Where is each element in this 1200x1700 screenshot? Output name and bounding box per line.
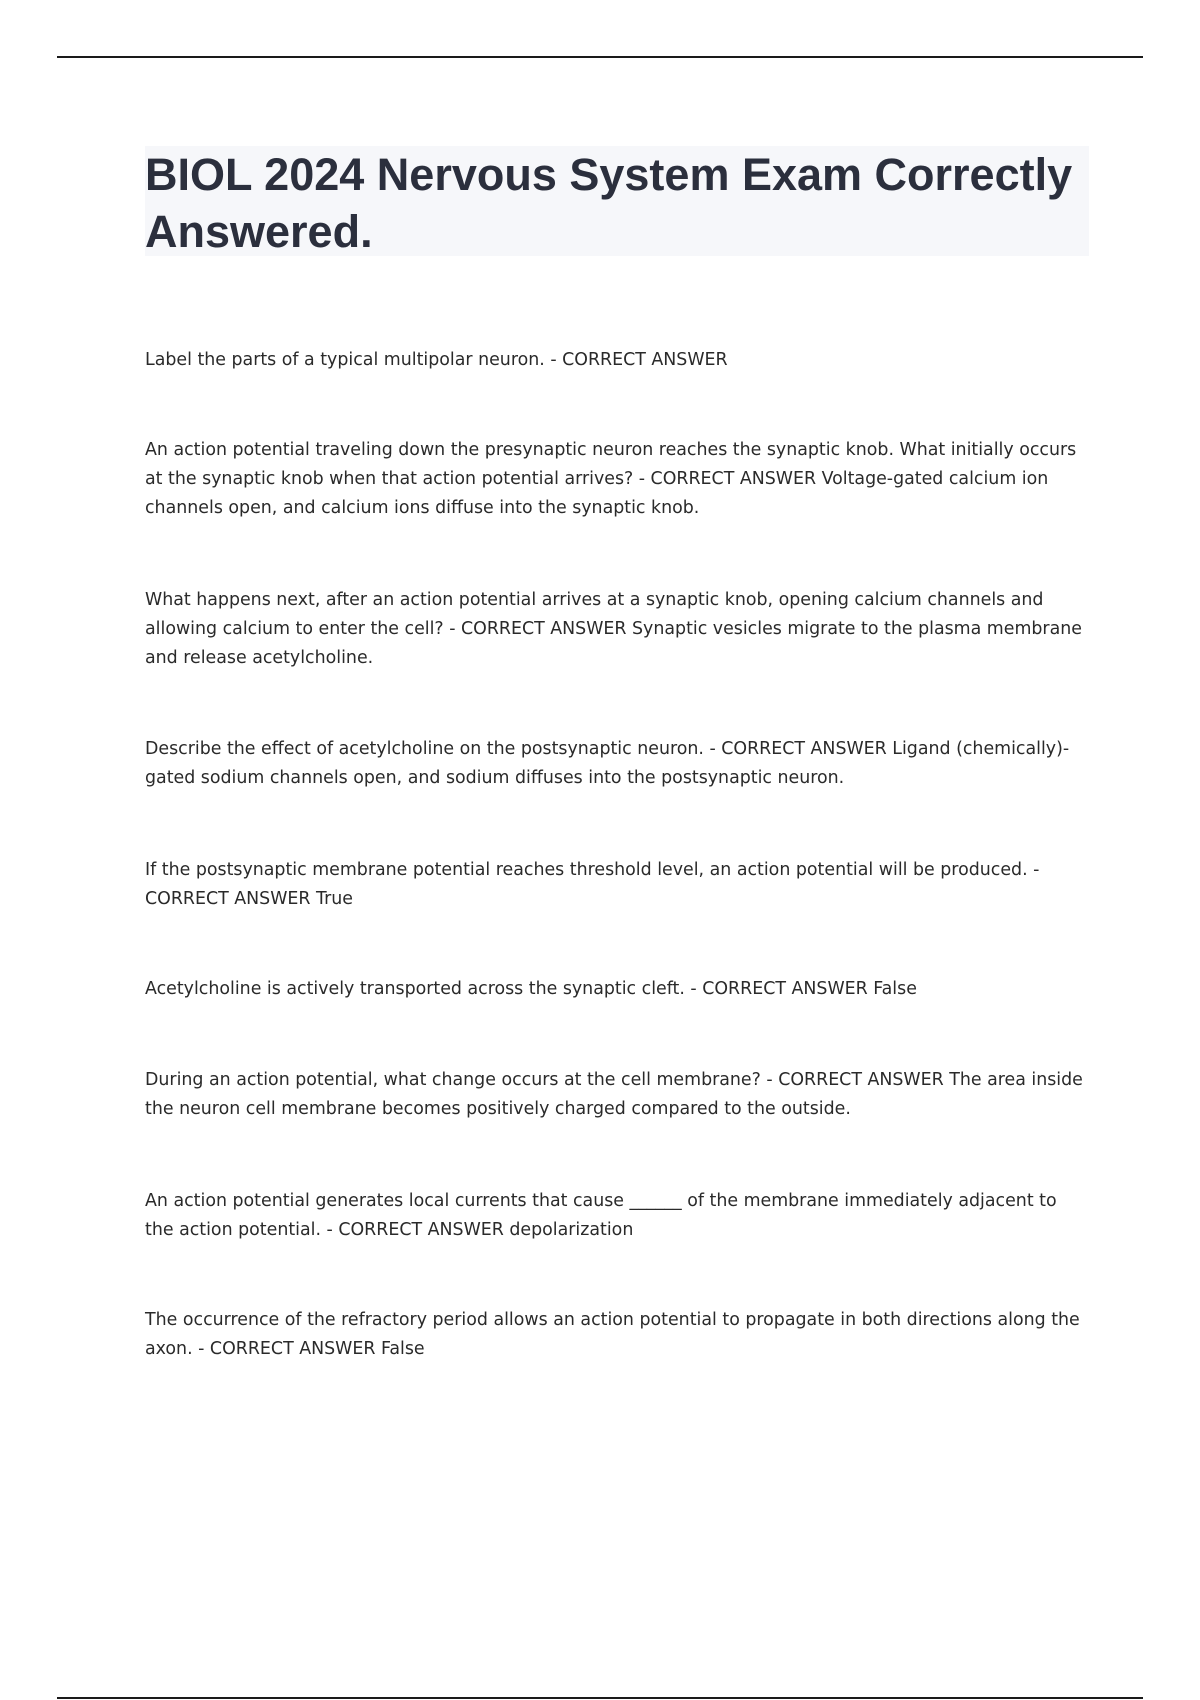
qa-item-2: An action potential traveling down the presynaptic neuron reaches the synaptic knob. What initially occurs at the synaptic knob when that action potential arrives? - CORRECT ANSWER Voltage-gated calcium ion channels open, and calcium ions diffuse into the synaptic knob. [145,440,1077,518]
qa-item-6: Acetylcholine is actively transported across the synaptic cleft. - CORRECT ANSWER False [145,979,917,999]
top-rule [57,56,1143,58]
qa-item-1: Label the parts of a typical multipolar neuron. - CORRECT ANSWER [145,350,728,370]
title-block [145,146,1089,256]
qa-item-5: If the postsynaptic membrane potential reaches threshold level, an action potential will be produced. - CORRECT ANSWER True [145,860,1040,909]
qa-item-8: An action potential generates local currents that cause ______ of the membrane immediately adjacent to the action potential. - CORRECT ANSWER depolarization [145,1191,1057,1240]
bottom-rule [57,1697,1143,1699]
qa-item-9: The occurrence of the refractory period allows an action potential to propagate in both directions along the axon. - CORRECT ANSWER False [145,1310,1080,1359]
document-title: BIOL 2024 Nervous System Exam Correctly Answered. [145,149,1073,257]
qa-item-7: During an action potential, what change occurs at the cell membrane? - CORRECT ANSWER The area inside the neuron cell membrane becomes positively charged compared to the outside. [145,1070,1083,1119]
qa-item-4: Describe the effect of acetylcholine on the postsynaptic neuron. - CORRECT ANSWER Ligand (chemically)-gated sodium channels open, and sodium diffuses into the postsynaptic neuron. [145,739,1070,788]
qa-item-3: What happens next, after an action potential arrives at a synaptic knob, opening calcium channels and allowing calcium to enter the cell? - CORRECT ANSWER Synaptic vesicles migrate to the plasma membrane and release acetylcholine. [145,590,1082,668]
